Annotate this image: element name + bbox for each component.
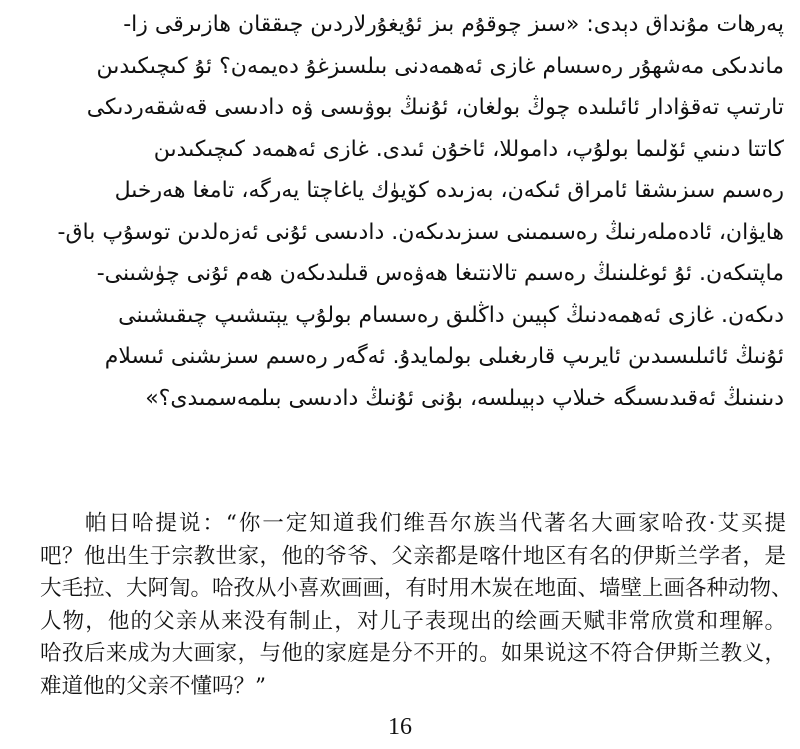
uyghur-line: پەرھات مۇنداق دېدى: «سىز چوقۇم بىز ئۇيغۇرلاردىن چىققان ھازىرقى زا- [123, 12, 784, 37]
uyghur-line: تارتىپ تەقۋادار ئائىلىدە چوڭ بولغان، ئۇنىڭ بوۋىسى ۋە دادىسى قەشقەردىكى [86, 95, 784, 120]
uyghur-paragraph [22, 4, 784, 419]
chinese-line: 难道他的父亲不懂吗？” [40, 673, 266, 699]
uyghur-line: ماندىكى مەشھۇر رەسسام غازى ئەھمەدنى بىلسىزغۇ دەيمەن؟ ئۇ كىچىكىدىن [96, 53, 784, 79]
uyghur-line: كاتتا دىنىي ئۆلىما بولۇپ، داموللا، ئاخۇن ئىدى. غازى ئەھمەد كىچىكىدىن [153, 136, 784, 162]
chinese-line: 人物，他的父亲从来没有制止，对儿子表现出的绘画天赋非常欣赏和理解。 [40, 608, 786, 634]
uyghur-line: دىكەن. غازى ئەھمەدنىڭ كېيىن داڭلىق رەسسام بولۇپ يېتىشىپ چىقىشىنى [118, 302, 784, 328]
chinese-paragraph [40, 508, 793, 703]
chinese-line: 大毛拉、大阿訇。哈孜从小喜欢画画，有时用木炭在地面、墙壁上画各种动物、 [40, 576, 793, 601]
uyghur-line: دىنىنىڭ ئەقىدىسىگە خىلاپ دېيىلسە، بۇنى ئۇنىڭ دادىسى بىلمەسمىدى؟» [145, 385, 784, 411]
page-number: 16 [388, 714, 412, 740]
uyghur-line: ماپتىكەن. ئۇ ئوغلىنىڭ رەسىم تالانتىغا ھەۋەس قىلىدىكەن ھەم ئۇنى چۈشىنى- [96, 261, 784, 286]
chinese-line: 帕日哈提说：“你一定知道我们维吾尔族当代著名大画家哈孜·艾买提 [85, 511, 786, 536]
uyghur-line: ئۇنىڭ ئائىلىسىدىن ئايرىپ قارىغىلى بولمايدۇ. ئەگەر رەسىم سىزىشنى ئىسلام [104, 344, 784, 369]
chinese-line: 哈孜后来成为大画家，与他的家庭是分不开的。如果说这不符合伊斯兰教义， [40, 641, 786, 666]
uyghur-line: ھايۋان، ئادەملەرنىڭ رەسىمىنى سىزىدىكەن. دادىسى ئۇنى ئەزەلدىن توسۇپ باق- [57, 219, 784, 245]
chinese-line: 吧？他出生于宗教世家，他的爷爷、父亲都是喀什地区有名的伊斯兰学者，是 [40, 543, 786, 569]
uyghur-line: رەسىم سىزىشقا ئامراق ئىكەن، بەزىدە كۆيۈك ياغاچتا يەرگە، تامغا ھەرخىل [114, 178, 784, 203]
